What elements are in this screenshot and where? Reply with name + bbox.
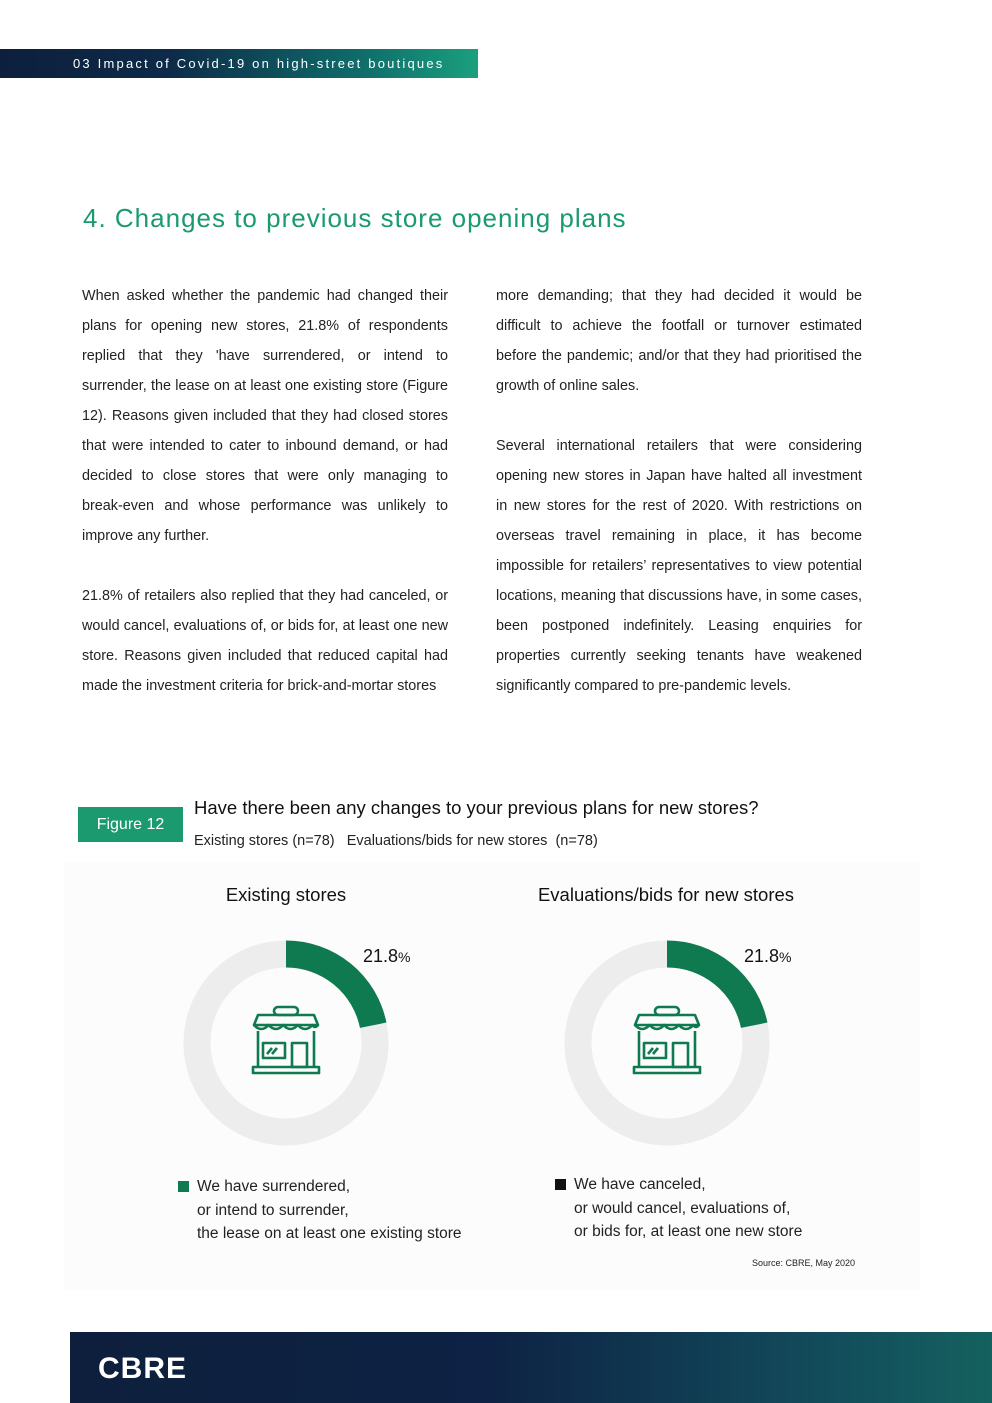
data-label-unit: %	[398, 949, 411, 965]
body-paragraph: Several international retailers that were considering opening new stores in Japan have halted all investment in new stores for the rest of 2020. With restrictions on overseas travel remaining in place, it has become impossible for retailers’ representatives to view potential locations, meaning that discussions have, in some cases, been postponed indefinitely. Leasing enquiries for properties currently seeking tenants have weakened significantly compared to pre-pandemic levels.	[496, 438, 862, 694]
storefront-icon	[634, 1007, 700, 1073]
legend-text-existing-stores: We have surrendered, or intend to surrender, the lease on at least one existing store	[197, 1178, 462, 1242]
chart-title-existing-stores: Existing stores	[225, 884, 347, 905]
data-label-value: 21.8	[744, 946, 780, 966]
legend-swatch-existing-stores	[178, 1181, 189, 1192]
data-label-new-store-bids	[744, 946, 792, 967]
data-label-existing-stores	[363, 946, 411, 967]
body-paragraph: When asked whether the pandemic had changed their plans for opening new stores, 21.8% of respondents replied that they 'have surrendered, or intend to surrender, the lease on at least one existing store (Figure 12). Reasons given included that they had closed stores that were intended to cater to inbound demand, or had decided to close stores that were only managing to break-even and whose performance was unlikely to improve any further.	[82, 288, 448, 544]
data-label-value: 21.8	[363, 946, 399, 966]
legend-swatch-new-store-bids	[555, 1179, 566, 1190]
cbre-logo: CBRE	[98, 1352, 188, 1385]
donut-chart-existing-stores	[183, 940, 389, 1146]
figure-source: Source: CBRE, May 2020	[752, 1258, 856, 1268]
storefront-icon	[253, 1007, 319, 1073]
figure-subtitle: Existing stores (n=78) Evaluations/bids for new stores (n=78)	[194, 833, 598, 849]
figure-title: Have there been any changes to your previous plans for new stores?	[194, 797, 759, 818]
legend-text-new-store-bids: We have canceled, or would cancel, evaluations of, or bids for, at least one new store	[574, 1176, 803, 1240]
footer-bar	[70, 1332, 992, 1403]
section-title: 03 Impact of Covid-19 on high-street boutiques	[73, 56, 445, 71]
figure-label: Figure 12	[78, 807, 183, 842]
chart-title-new-store-bids: Evaluations/bids for new stores	[537, 884, 795, 905]
page-heading: 4. Changes to previous store opening plans	[83, 203, 627, 233]
body-paragraph: 21.8% of retailers also replied that they had canceled, or would cancel, evaluations of, or bids for, at least one new store. Reasons given included that reduced capital had made the investment criteria for brick-and-mortar stores	[82, 588, 448, 694]
body-column-left	[82, 281, 448, 701]
section-banner	[0, 49, 478, 78]
data-label-unit: %	[779, 949, 792, 965]
donut-chart-new-store-bids	[564, 940, 770, 1146]
body-column-right	[496, 281, 862, 701]
body-paragraph: more demanding; that they had decided it would be difficult to achieve the footfall or turnover estimated before the pandemic; and/or that they had prioritised the growth of online sales.	[496, 288, 862, 394]
